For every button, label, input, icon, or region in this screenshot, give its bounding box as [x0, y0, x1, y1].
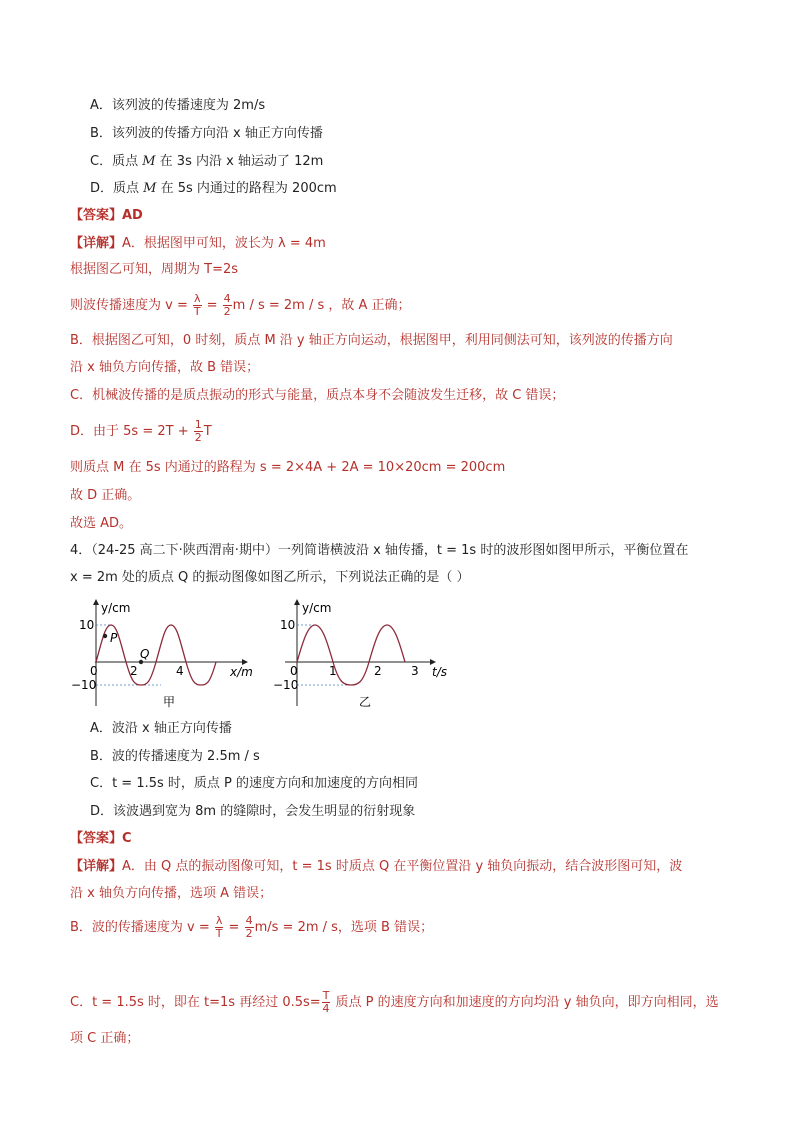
q3-detail-3: 则波传播速度为 v = $\frac{\lambda}{T}$ = $\frac{4}{2}$ m / s = 2m / s ，故 A 正确；: [70, 292, 411, 318]
vibration-curve: [297, 625, 405, 685]
q4-option-d: D．该波遇到宽为 8m 的缝隙时，会发生明显的衍射现象: [90, 804, 416, 819]
figure-vibration-graph: [275, 594, 455, 712]
y-tick-neg10: −10: [71, 678, 97, 692]
x-axis-label: x/m: [230, 665, 253, 679]
figure-caption-jia: 甲: [163, 695, 176, 709]
y-tick-10: 10: [280, 618, 296, 632]
q3-detail-1: 【详解】A．根据图甲可知，波长为 λ = 4m: [70, 236, 326, 251]
q3-detail-6: C．机械波传播的是质点振动的形式与能量，质点本身不会随波发生迁移，故 C 错误；: [70, 388, 565, 403]
q3-detail-9: 故 D 正确。: [70, 488, 141, 503]
q4-stem-line-2: x = 2m 处的质点 Q 的振动图像如图乙所示，下列说法正确的是（ ）: [70, 570, 470, 585]
q4-detail-3: B．波的传播速度为 v = $\frac{\lambda}{T}$ = $\frac{4}{2}$ m/s = 2m / s，选项 B 错误；: [70, 914, 434, 940]
q3-detail-4: B．根据图乙可知，0 时刻，质点 M 沿 y 轴正方向运动，根据图甲，利用同侧法可知，该列波的传播方向: [70, 333, 673, 348]
q3-detail-7: D．由于 5s = 2T + $\frac{1}{2}$ T: [70, 418, 212, 444]
q4-detail-1: 【详解】A．由 Q 点的振动图像可知，t = 1s 时质点 Q 在平衡位置沿 y 轴负向振动，结合波形图可知，波: [70, 859, 683, 874]
q3-option-a: A．该列波的传播速度为 2m/s: [90, 98, 266, 113]
figure-wave-graph: [71, 594, 265, 712]
q3-option-b: B．该列波的传播方向沿 x 轴正方向传播: [90, 126, 323, 141]
t-tick-0: 0: [290, 664, 298, 678]
q3-detail-10: 故选 AD。: [70, 516, 133, 531]
x-tick-4: 4: [176, 664, 184, 678]
q3-answer: 【答案】AD: [70, 208, 143, 223]
figure-caption-yi: 乙: [359, 695, 372, 709]
x-tick-2: 2: [130, 664, 138, 678]
q3-detail-2: 根据图乙可知，周期为 T=2s: [70, 262, 239, 277]
q3-option-c: C．质点 M 在 3s 内沿 x 轴运动了 12m: [90, 154, 324, 169]
point-p-label: P: [110, 631, 118, 645]
q3-detail-5: 沿 x 轴负方向传播，故 B 错误；: [70, 360, 260, 375]
y-tick-10: 10: [79, 618, 95, 632]
q4-stem-line-1: 4．（24-25 高二下·陕西渭南·期中）一列简谐横波沿 x 轴传播，t = 1s 时的波形图如图甲所示，平衡位置在: [70, 543, 689, 558]
t-axis-label: t/s: [432, 665, 447, 679]
q4-option-b: B．波的传播速度为 2.5m / s: [90, 749, 260, 764]
x-tick-0: 0: [90, 664, 98, 678]
t-tick-3: 3: [411, 664, 419, 678]
y-axis-label: y/cm: [101, 601, 131, 615]
point-q-label: Q: [140, 647, 150, 661]
q4-answer: 【答案】C: [70, 831, 132, 846]
point-p-dot: [103, 634, 107, 638]
q4-option-a: A．波沿 x 轴正方向传播: [90, 721, 232, 736]
q4-detail-4: C．t = 1.5s 时，即在 t=1s 再经过 0.5s= $\frac{T}{4}$ 质点 P 的速度方向和加速度的方向均沿 y 轴负向，即方向相同，选: [70, 989, 719, 1015]
q4-detail-2: 沿 x 轴负方向传播，选项 A 错误；: [70, 886, 273, 901]
t-tick-1: 1: [329, 664, 337, 678]
y-axis-label: y/cm: [302, 601, 332, 615]
q4-detail-5: 项 C 正确；: [70, 1031, 140, 1046]
q4-option-c: C．t = 1.5s 时，质点 P 的速度方向和加速度的方向相同: [90, 776, 419, 791]
t-tick-2: 2: [374, 664, 382, 678]
q3-detail-8: 则质点 M 在 5s 内通过的路程为 s = 2×4A + 2A = 10×20cm = 200cm: [70, 460, 506, 475]
q3-option-d: D．质点 M 在 5s 内通过的路程为 200cm: [90, 181, 337, 196]
y-tick-neg10: −10: [273, 678, 299, 692]
